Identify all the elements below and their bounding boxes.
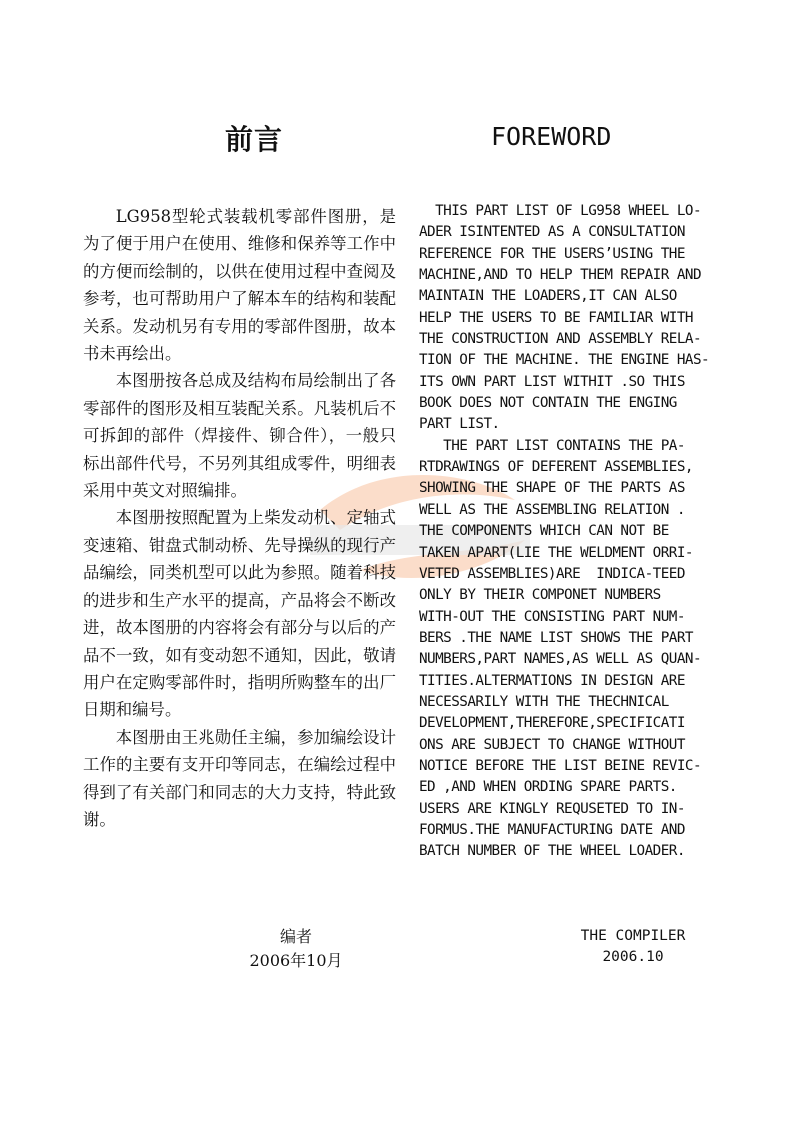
chinese-foreword <box>83 203 396 833</box>
cn-paragraph-1: LG958型轮式装载机零部件图册，是为了便于用户在使用、维修和保养等工作中的方便而绘制的，以供在使用过程中查阅及参考，也可帮助用户了解本车的结构和装配关系。发动机另有专用的零部件图册，故本书未再绘出。 <box>83 207 396 364</box>
en-line: PART LIST. <box>419 416 500 433</box>
english-foreword <box>419 201 732 863</box>
en-line: NUMBERS,PART NAMES,AS WELL AS QUAN- <box>419 651 702 668</box>
en-line: TITIES.ALTERMATIONS IN DESIGN ARE <box>419 672 685 689</box>
en-line: FORMUS.THE MANUFACTURING DATE AND <box>419 821 685 838</box>
signature-cn-date: 2006年10月 <box>249 951 343 970</box>
signature-english <box>574 926 692 968</box>
en-line: TION OF THE MACHINE. THE ENGINE HAS- <box>419 352 710 369</box>
en-line: BOOK DOES NOT CONTAIN THE ENGING <box>419 395 677 412</box>
en-line: NOTICE BEFORE THE LIST BEINE REVIC- <box>419 757 702 774</box>
en-line: ADER ISINTENTED AS A CONSULTATION <box>419 224 685 241</box>
en-line: MAINTAIN THE LOADERS,IT CAN ALSO <box>419 288 677 305</box>
en-line: REFERENCE FOR THE USERS’USING THE <box>419 245 685 262</box>
en-line: VETED ASSEMBLIES)ARE INDICA-TEED <box>419 565 685 582</box>
signature-en-date: 2006.10 <box>602 949 664 965</box>
signature-chinese <box>240 925 352 973</box>
signature-cn-role: 编者 <box>279 927 312 946</box>
en-line: TAKEN APART(LIE THE WELDMENT ORRI- <box>419 544 693 561</box>
en-line: BATCH NUMBER OF THE WHEEL LOADER. <box>419 843 685 860</box>
en-line: ONLY BY THEIR COMPONET NUMBERS <box>419 587 661 604</box>
en-line: ONS ARE SUBJECT TO CHANGE WITHOUT <box>419 736 685 753</box>
en-line: WELL AS THE ASSEMBLING RELATION . <box>419 501 685 518</box>
en-line: NECESSARILY WITH THE THECHNICAL <box>419 693 669 710</box>
en-line: USERS ARE KINGLY REQUSETED TO IN- <box>419 800 685 817</box>
title-chinese: 前言 <box>225 123 284 156</box>
en-line: THE COMPONENTS WHICH CAN NOT BE <box>419 523 669 540</box>
cn-paragraph-2: 本图册按各总成及结构布局绘制出了各零部件的图形及相互装配关系。凡装机后不可拆卸的部件（焊接件、铆合件），一般只标出部件代号，不另列其组成零件，明细表采用中英文对照编排。 <box>83 371 396 501</box>
en-line: SHOWING THE SHAPE OF THE PARTS AS <box>419 480 685 497</box>
en-line: ITS OWN PART LIST WITHIT .SO THIS <box>419 373 685 390</box>
en-line: THE CONSTRUCTION AND ASSEMBLY RELA- <box>419 331 702 348</box>
en-line: THE PART LIST CONTAINS THE PA- <box>419 437 685 454</box>
en-line: RTDRAWINGS OF DEFERENT ASSEMBLIES, <box>419 459 693 476</box>
en-line: WITH-OUT THE CONSISTING PART NUM- <box>419 608 685 625</box>
en-line: DEVELOPMENT,THEREFORE,SPECIFICATI <box>419 715 685 732</box>
en-line: THIS PART LIST OF LG958 WHEEL LO- <box>419 203 702 219</box>
en-line: BERS .THE NAME LIST SHOWS THE PART <box>419 629 693 646</box>
en-line: HELP THE USERS TO BE FAMILIAR WITH <box>419 309 693 326</box>
signature-en-role: THE COMPILER <box>580 928 686 944</box>
en-line: MACHINE,AND TO HELP THEM REPAIR AND <box>419 267 702 284</box>
en-line: ED ,AND WHEN ORDING SPARE PARTS. <box>419 779 677 796</box>
title-english: FOREWORD <box>491 122 612 151</box>
cn-paragraph-4: 本图册由王兆勋任主编，参加编绘设计工作的主要有支开印等同志，在编绘过程中得到了有关部门和同志的大力支持，特此致谢。 <box>83 727 396 829</box>
cn-paragraph-3: 本图册按照配置为上柴发动机、定轴式变速箱、钳盘式制动桥、先导操纵的现行产品编绘，同类机型可以此为参照。随着科技的进步和生产水平的提高，产品将会不断改进，故本图册的内容将会有部分与以后的产品不一致，如有变动恕不通知，因此，敬请用户在定购零部件时，指明所购整车的出厂日期和编号。 <box>83 508 396 720</box>
